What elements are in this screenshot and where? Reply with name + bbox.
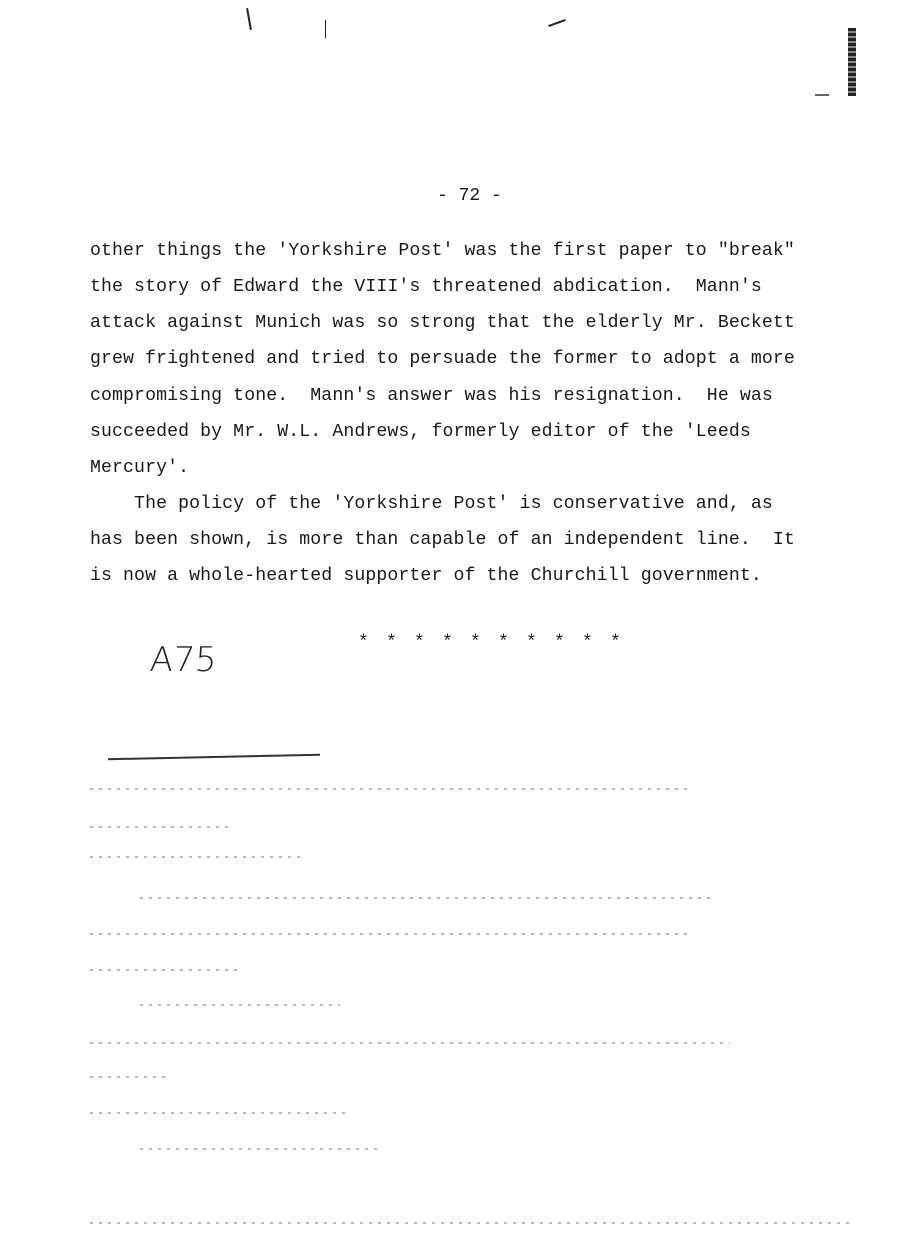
text-line: grew frightened and tried to persuade the former to adopt a more [90,349,795,369]
text-line: Mercury'. [90,458,190,478]
bleed-line [140,1004,340,1006]
bleed-line [140,1148,380,1150]
bleed-line [90,933,690,935]
text-line: the story of Edward the VIII's threatened abdication. Mann's [90,277,762,297]
bleed-line [90,1222,850,1224]
text-line: other things the 'Yorkshire Post' was the first paper to "break" [90,241,795,261]
scan-edge-mark [848,28,856,96]
text-line: attack against Munich was so strong that the elderly Mr. Beckett [90,313,795,333]
bleed-line [90,1076,170,1078]
bleed-line [140,897,710,899]
text-line: succeeded by Mr. W.L. Andrews, formerly editor of the 'Leeds [90,422,751,442]
bleed-line [90,788,690,790]
scan-mark [325,20,326,38]
scan-mark [548,19,566,27]
bleed-line [90,969,240,971]
text-line: The policy of the 'Yorkshire Post' is conservative and, as [90,494,773,514]
section-separator: * * * * * * * * * * [358,633,625,653]
text-line: is now a whole-hearted supporter of the Churchill government. [90,566,762,586]
scan-mark [246,8,252,30]
bleed-line [90,826,230,828]
bleed-line [90,856,300,858]
bleed-line [90,1042,730,1044]
scan-edge-mark [815,94,829,96]
rule-line [108,754,320,760]
text-line: has been shown, is more than capable of an independent line. It [90,530,795,550]
bleed-line [90,1112,350,1114]
text-line: compromising tone. Mann's answer was his resignation. He was [90,386,773,406]
handwritten-annotation: A75 [148,640,218,680]
page-number: - 72 - [437,186,502,206]
